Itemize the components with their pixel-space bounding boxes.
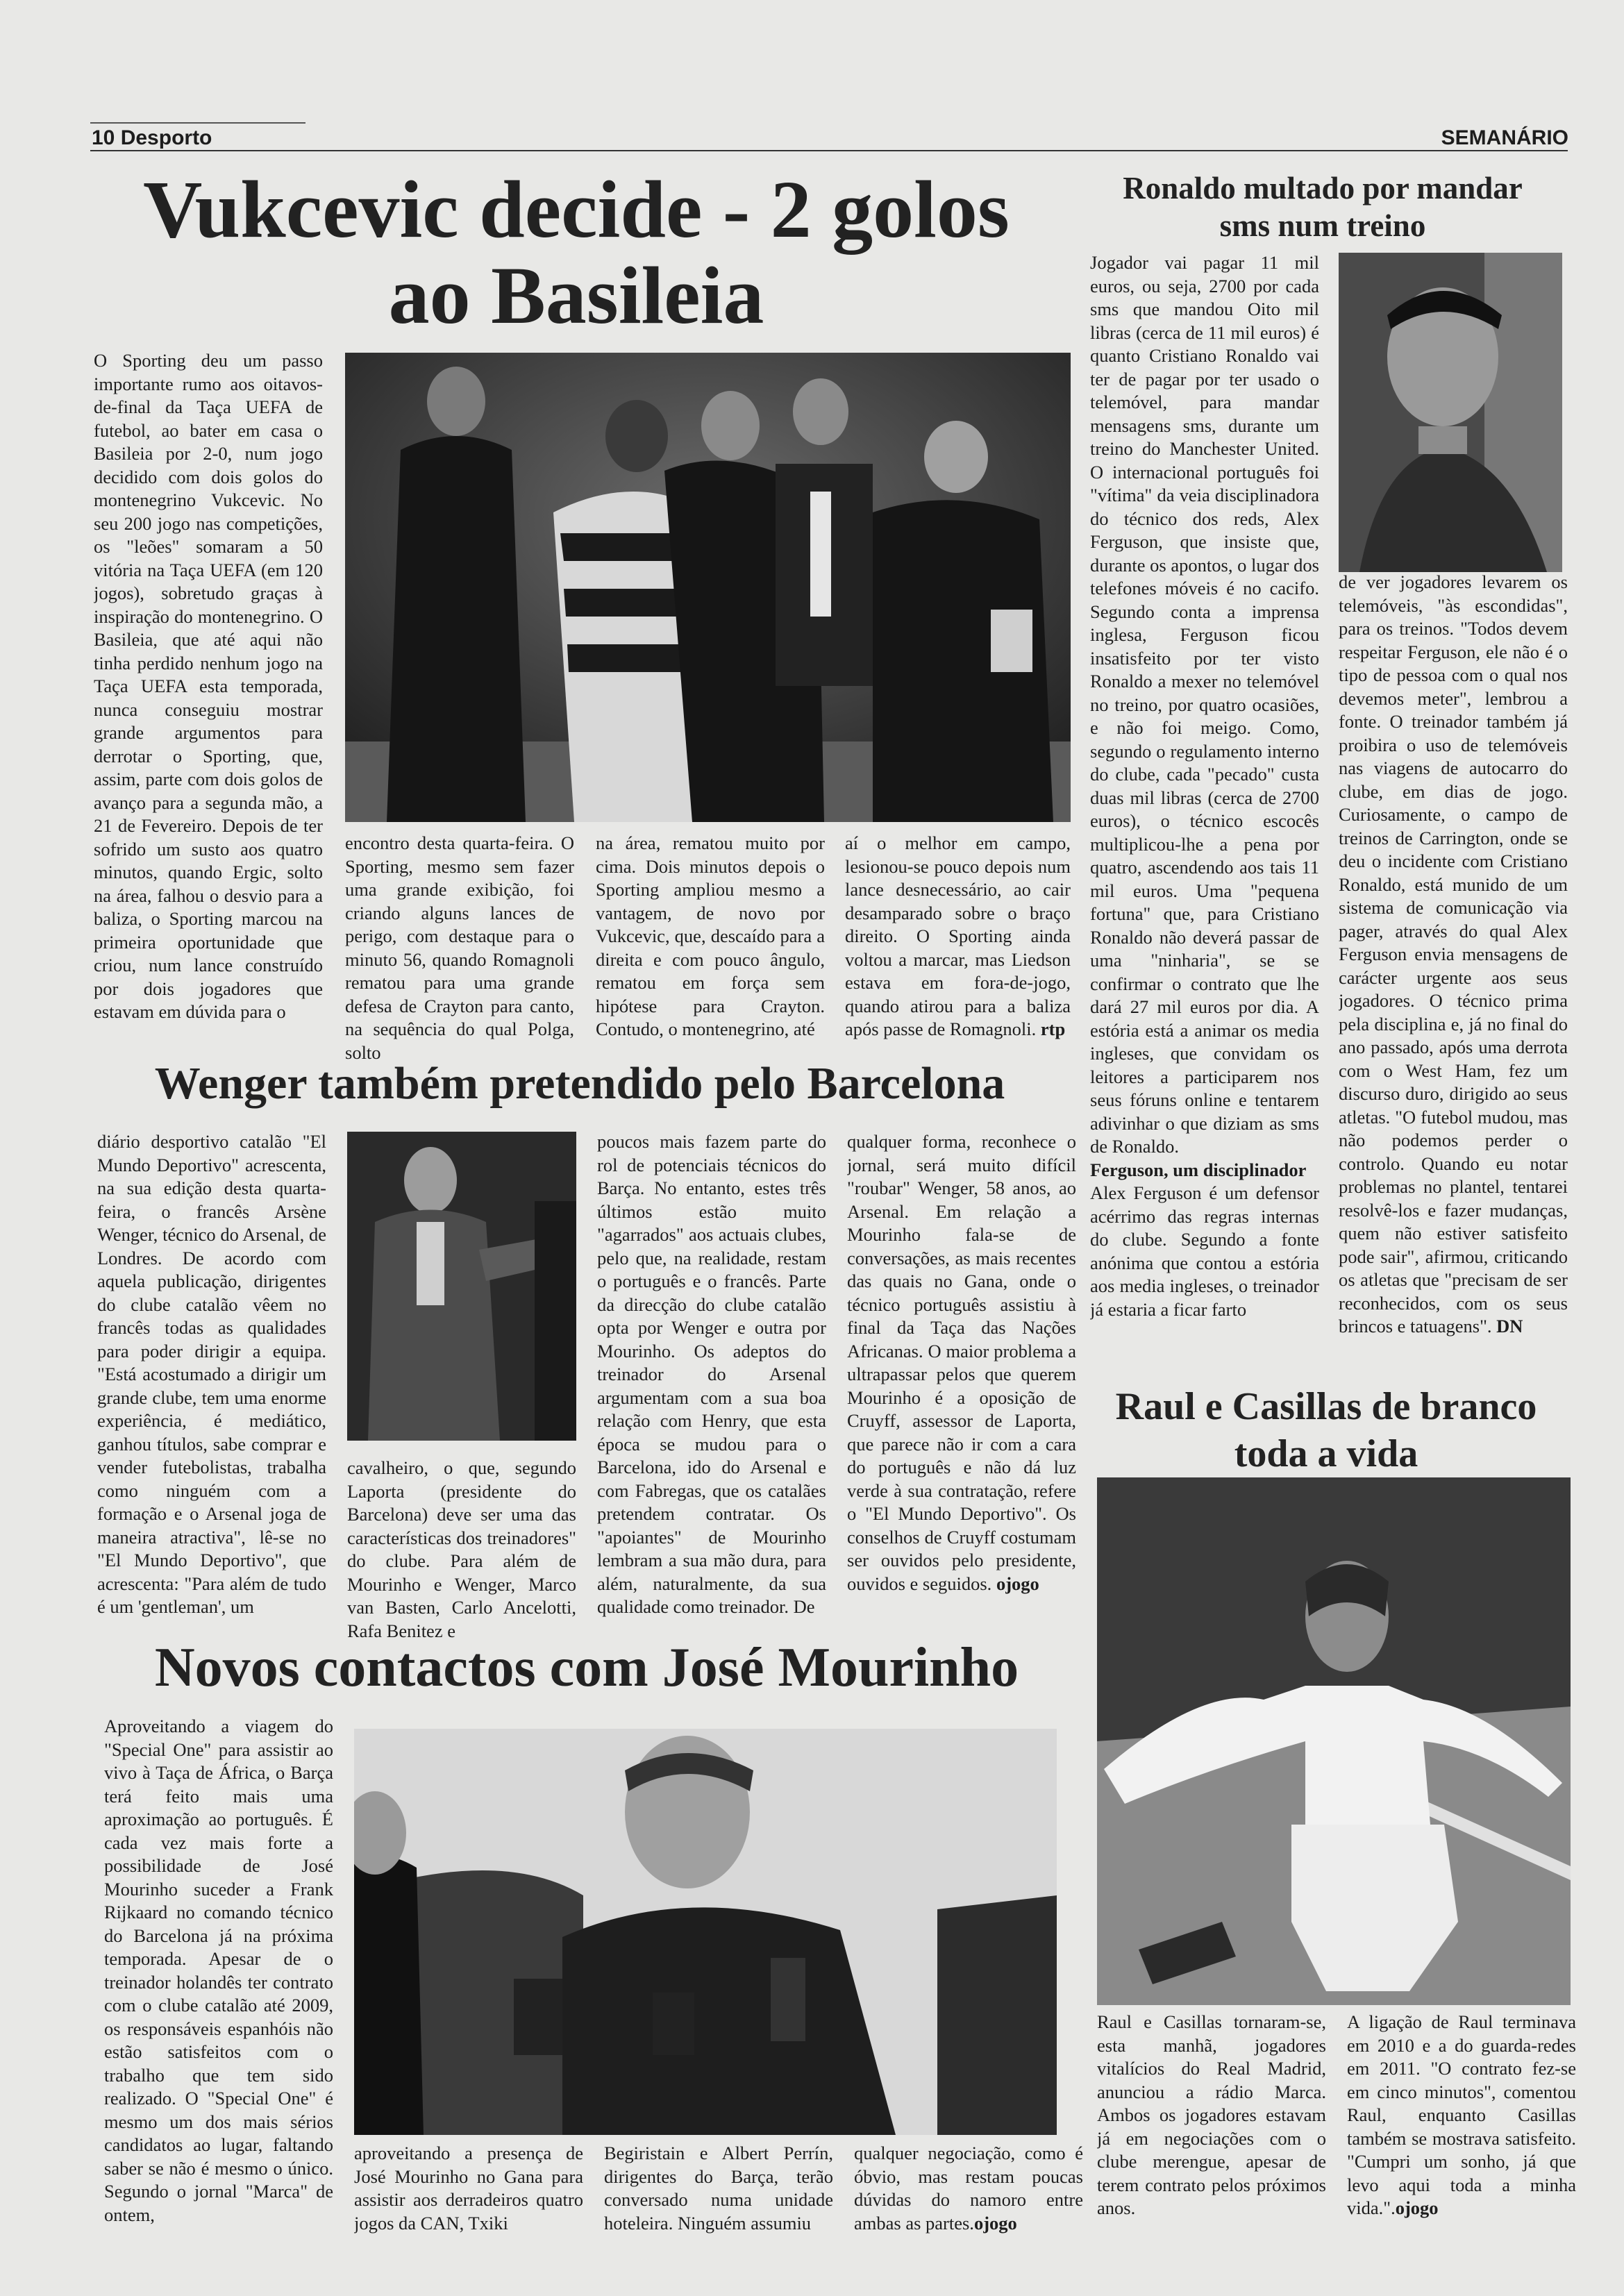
mourinho-col3-text: Begiristain e Albert Perrín, dirigentes do Barça, terão conversado numa unidade hoteleira. Ninguém assumiu (604, 2143, 833, 2234)
publication-name: SEMANÁRIO (1441, 126, 1568, 149)
wenger-col3-text: poucos mais fazem parte do rol de potenciais técnicos do Barça. No entanto, estes três últimos estão muito "agarrados" aos actuais clubes, pelo que, na realidade, restam o português e o francês. Parte da direcção do clube catalão opta por Wenger e outra por Mourinho. Os adeptos do treinador do Arsenal argumentam com a sua boa relação com Henry, que esta época se mudou para o Barcelona, ido do Arsenal e com Fabregas, que os catalães pretendem contratar. Os "apoiantes" de Mourinho lembram a sua mão dura, para além, naturalmente, da sua qualidade como treinador. De (597, 1131, 826, 1617)
raul-headline (1090, 1383, 1562, 1477)
ronaldo-headline-line2: sms num treino (1219, 208, 1426, 243)
wenger-col1 (97, 1130, 326, 1644)
vukcevic-headline-line2: ao Basileia (388, 249, 764, 341)
ronaldo-signature: DN (1496, 1316, 1523, 1336)
mourinho-col4-text: qualquer negociação, como é óbvio, mas restam poucas dúvidas do namoro entre ambas as partes. (854, 2143, 1083, 2234)
vukcevic-col2-text: encontro desta quarta-feira. O Sporting, mesmo sem fazer uma grande exibição, foi criando alguns lances de perigo, com destaque para o minuto 56, quando Romagnoli rematou para uma grande defesa de Crayton para canto, na sequência do qual Polga, solto (345, 832, 574, 1063)
mourinho-col2 (354, 2142, 583, 2239)
raul-col2 (1347, 2011, 1576, 2219)
raul-col1-text: Raul e Casillas tornaram-se, esta manhã, jogadores vitalícios do Real Madrid, anunciou a rádio Marca. Ambos os jogadores estavam já em negociações com o clube merengue, apesar de terem contrato pelos próximos anos. (1097, 2011, 1326, 2218)
mourinho-col4 (854, 2142, 1083, 2239)
vukcevic-col3-text: na área, rematou muito por cima. Dois minutos depois o Sporting ampliou mesmo a vantagem, de novo por Vukcevic, que, descaído para a direita e com pouco ângulo, rematou em força sem hipótese para Crayton. Contudo, o montenegrino, até (596, 832, 825, 1039)
wenger-headline (90, 1059, 1069, 1107)
wenger-col4-text: qualquer forma, reconhece o jornal, será muito difícil "roubar" Wenger, 58 anos, ao Arsenal. Em relação a Mourinho fala-se de conversações, as mais recentes das quais no Gana, onde o técnico português assistiu à final da Taça das Nações Africanas. O maior problema a ultrapassar pelos que querem Mourinho é a oposição de Cruyff, assessor de Laporta, que parece não ir com a cara do português e não dá luz verde à sua contratação, refere o "El Mundo Deportivo". Os conselhos de Cruyff costumam ser ouvidos pelo presidente, ouvidos e seguidos. (847, 1131, 1076, 1594)
vukcevic-col4-text: aí o melhor em campo, lesionou-se pouco depois num lance desnecessário, ao cair desamparado sobre o braço direito. O Sporting ainda voltou a marcar, mas Liedson estava em fora-de-jogo, quando atirou para a baliza após passe de Romagnoli. (845, 832, 1071, 1039)
wenger-signature: ojogo (996, 1573, 1039, 1594)
ronaldo-col1-end-text: Alex Ferguson é um defensor acérrimo das regras internas do clube. Segundo a fonte anónima que contou a estória aos media ingleses, o treinador já estaria a ficar farto (1090, 1182, 1319, 1320)
mourinho-headline-text: Novos contactos com José Mourinho (154, 1637, 1019, 1698)
ronaldo-headline (1087, 169, 1559, 244)
vukcevic-col1-text: O Sporting deu um passo importante rumo aos oitavos-de-final da Taça UEFA de futebol, ao bater em casa o Basileia por 2-0, num jogo decidido com dois golos do montenegrino Vukcevic. No seu 200 jogo nas competições, os "leões" somaram a 50 vitória na Taça UEFA (em 120 jogos), sobretudo graças à inspiração do montenegrino. O Basileia, que até aqui não tinha perdido nenhum jogo na Taça UEFA esta temporada, nunca conseguiu mostrar grande argumentos para derrotar o Sporting, que, assim, parte com dois golos de avanço para a segunda mão, a 21 de Fevereiro. Depois de ter sofrido um susto aos quatro minutos, quando Ergic, solto na área, falhou o desvio para a baliza, o Sporting marcou na primeira oportunidade que criou, num lance construído por dois jogadores que estavam em dúvida para o (94, 350, 323, 1022)
ronaldo-col2 (1339, 571, 1568, 1383)
ronaldo-subhead: Ferguson, um disciplinador (1090, 1159, 1307, 1180)
wenger-col2 (347, 1457, 576, 1644)
header-divider (90, 150, 1568, 151)
mourinho-press-conference-photo (354, 1729, 1057, 2135)
mourinho-col1 (104, 1715, 333, 2229)
header-rule (90, 122, 305, 124)
raul-col2-text: A ligação de Raul terminava em 2010 e a do guarda-redes em 2011. "O contrato fez-se em cinco minutos", comentou Raul, enquanto Casillas também se mostrava satisfeito. "Cumpri um sonho, já que levo aqui toda a minha vida.". (1347, 2011, 1576, 2218)
wenger-col4 (847, 1130, 1076, 1644)
raul-headline-line2: toda a vida (1234, 1432, 1418, 1475)
wenger-col3 (597, 1130, 826, 1644)
ronaldo-col1-text: Jogador vai pagar 11 mil euros, ou seja, 2700 por cada sms que mandou Oito mil libras (cerca de 11 mil euros) é quanto Cristiano Ronaldo vai ter de pagar por ter usado o telemóvel, para mandar mensagens sms, durante um treino do Manchester United. O internacional português foi "vítima" da veia disciplinadora do técnico dos reds, Alex Ferguson, que insiste que, durante os apontos, o lugar dos telefones móveis é no cacifo. Segundo conta a imprensa inglesa, Ferguson ficou insatisfeito por ter visto Ronaldo a mexer no telemóvel no treino, por quatro ocasiões, e não foi meigo. Como, segundo o regulamento interno do clube, cada "pecado" custa duas mil libras (cerca de 2700 euros), o técnico escocês multiplicou-lhe a pena por quatro, ascendendo aos tais 11 mil euros. Uma "pequena fortuna" que, para Cristiano Ronaldo não deverá passar de uma "ninharia", se se confirmar o contrato que lhe dará 27 mil euros por dia. A estória está a animar os media ingleses, que convidam os leitores a participarem nos seus fóruns online e tentarem adivinhar o que diziam as sms de Ronaldo. (1090, 252, 1319, 1157)
ronaldo-photo (1339, 253, 1562, 572)
mourinho-col2-text: aproveitando a presença de José Mourinho no Gana para assistir aos derradeiros quatro jogos da CAN, Txiki (354, 2143, 583, 2234)
vukcevic-col4 (845, 832, 1071, 1068)
ronaldo-headline-line1: Ronaldo multado por mandar (1123, 171, 1523, 206)
ronaldo-col2-text: de ver jogadores levarem os telemóveis, "às escondidas", para os treinos. "Todos devem respeitar Ferguson, ele não é o tipo de pessoa com o qual nos devemos meter", lembrou a fonte. O treinador também já proibira o uso de telemóveis nas viagens de autocarro do clube, em dias de jogo. Curiosamente, o campo de treinos de Carrington, onde se deu o incidente com Cristiano Ronaldo, está munido de um sistema de comunicação via pager, através do qual Alex Ferguson envia mensagens de carácter urgente aos seus jogadores. O técnico prima pela disciplina e, já no final do ano passado, após uma derrota com o West Ham, fez um discurso duro, dirigido ao seus atletas. "O futebol mudou, mas não podemos perder o controlo. Quando eu notar problemas no plantel, tentarei resolvê-los e fazer mudanças, quem não estiver satisfeito pode sair", afirmou, criticando os atletas que "precisam de ser reconhecidos, com os seus brincos e tatuagens". (1339, 571, 1568, 1336)
vukcevic-headline (90, 164, 1062, 341)
sporting-celebration-photo (345, 353, 1071, 822)
vukcevic-col1 (94, 349, 323, 1071)
vukcevic-signature: rtp (1040, 1019, 1066, 1039)
page-section-label: 10 Desporto (92, 126, 212, 149)
raul-headline-line1: Raul e Casillas de branco (1115, 1385, 1537, 1428)
vukcevic-headline-line1: Vukcevic decide - 2 golos (143, 164, 1010, 255)
ronaldo-col1 (1090, 251, 1319, 1376)
mourinho-signature: ojogo (973, 2212, 1017, 2234)
mourinho-headline (97, 1639, 1076, 1697)
wenger-col1-text: diário desportivo catalão "El Mundo Deportivo" acrescenta, na sua edição desta quarta-feira, o francês Arsène Wenger, técnico do Arsenal, de Londres. De acordo com aquela publicação, dirigentes do clube catalão vêem no francês todas as qualidades para poder dirigir a equipa. "Está acostumado a dirigir um grande clube, tem uma enorme experiência, é mediático, ganhou títulos, sabe comprar e vender futebolistas, trabalha como ninguém com a formação e o Arsenal joga de maneira atractiva", lê-se no "El Mundo Deportivo", que acrescenta: "Para além de tudo é um 'gentleman', um (97, 1131, 326, 1617)
wenger-headline-text: Wenger também pretendido pelo Barcelona (154, 1058, 1005, 1109)
mourinho-col3 (604, 2142, 833, 2239)
raul-signature: ojogo (1395, 2197, 1439, 2218)
raul-col1 (1097, 2011, 1326, 2219)
vukcevic-col2 (345, 832, 574, 1068)
raul-celebration-photo (1097, 1477, 1571, 2005)
wenger-photo (347, 1132, 576, 1441)
vukcevic-col3 (596, 832, 825, 1068)
wenger-col2-text: cavalheiro, o que, segundo Laporta (presidente do Barcelona) deve ser uma das características dos treinadores" do clube. Para além de Mourinho e Wenger, Marco van Basten, Carlo Ancelotti, Rafa Benitez e (347, 1457, 576, 1641)
mourinho-col1-text: Aproveitando a viagem do "Special One" para assistir ao vivo à Taça de África, o Barça terá feito mais uma aproximação ao português. É cada vez mais forte a possibilidade de José Mourinho suceder a Frank Rijkaard no comando técnico do Barcelona já na próxima temporada. Apesar de o treinador holandês ter contrato com o clube catalão até 2009, os responsáveis espanhóis não estão satisfeitos com o trabalho que tem sido realizado. O "Special One" é mesmo um dos mais sérios candidatos ao lugar, faltando saber se não é mesmo o único. Segundo o jornal "Marca" de ontem, (104, 1716, 333, 2225)
